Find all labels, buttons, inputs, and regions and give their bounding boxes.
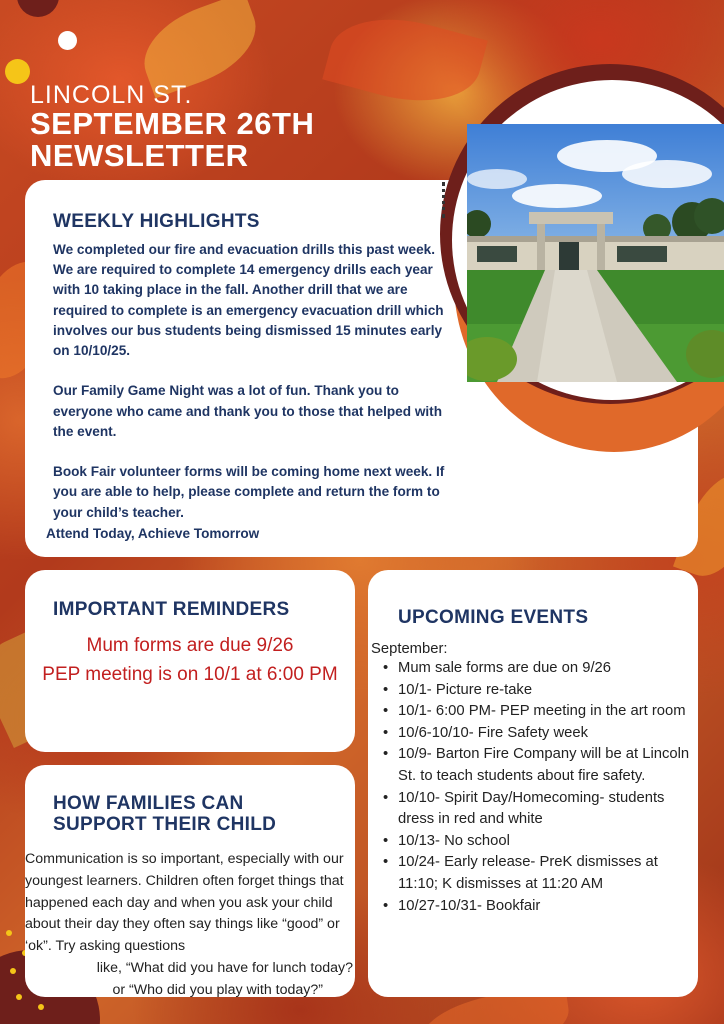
yellow-dot-decoration — [38, 1004, 44, 1010]
family-support-card — [25, 765, 355, 997]
maroon-circle-decoration — [17, 0, 59, 17]
events-month-label: September: — [371, 641, 448, 657]
weekly-highlights-heading: WEEKLY HIGHLIGHTS — [53, 211, 260, 232]
school-building-photo — [467, 124, 724, 382]
reminder-item: PEP meeting is on 10/1 at 6:00 PM — [42, 664, 338, 685]
school-motto: Attend Today, Achieve Tomorrow — [46, 526, 260, 541]
event-item: • 10/6-10/10- Fire Safety week — [380, 723, 690, 745]
yellow-dot-decoration — [5, 59, 30, 84]
important-reminders-heading: IMPORTANT REMINDERS — [53, 599, 290, 620]
upcoming-events-card — [368, 570, 698, 997]
event-item: • 10/13- No school — [380, 831, 690, 853]
family-support-heading-line1: HOW FAMILIES CAN — [53, 793, 244, 814]
dotted-line-decoration — [442, 182, 450, 218]
family-support-example-2: or “Who did you play with today?” — [112, 981, 323, 998]
event-item: • 10/24- Early release- PreK dismisses at 11:10; K dismisses at 11:20 AM — [380, 852, 690, 895]
event-item: • 10/1- 6:00 PM- PEP meeting in the art room — [380, 701, 690, 723]
family-support-paragraph: Communication is so important, especially with our youngest learners. Children often forget things that happened each day and when you ask your child about their day they often say things like “good” or ‘ok”. Try asking questions — [25, 851, 344, 955]
school-name: LINCOLN ST. — [30, 81, 193, 109]
leaf-decoration — [322, 2, 488, 118]
white-dot-decoration — [58, 31, 77, 50]
family-support-text — [25, 849, 355, 1002]
yellow-dot-decoration — [16, 994, 22, 1000]
family-support-example-1: like, “What did you have for lunch today? — [96, 959, 353, 976]
event-item: • Mum sale forms are due on 9/26 — [380, 658, 690, 680]
yellow-dot-decoration — [6, 930, 12, 936]
reminder-item: Mum forms are due 9/26 — [86, 635, 294, 656]
highlights-paragraph: Our Family Game Night was a lot of fun. Thank you to everyone who came and thank you to those that helped with the event. — [53, 383, 442, 439]
title-date: SEPTEMBER 26TH — [30, 106, 315, 141]
event-item: • 10/1- Picture re-take — [380, 680, 690, 702]
events-list — [380, 658, 690, 917]
highlights-paragraph: We completed our fire and evacuation drills this past week. We are required to complete 14 emergency drills each year with 10 taking place in the fall. Another drill that we are required to complete is an emergency evacuation drill which involves our bus students being dismissed 15 minutes early on 10/10/25. — [53, 242, 444, 359]
event-item: • 10/9- Barton Fire Company will be at Lincoln St. to teach students about fire safety. — [380, 744, 690, 787]
upcoming-events-heading: UPCOMING EVENTS — [398, 607, 589, 628]
weekly-highlights-body — [53, 240, 453, 523]
event-item: • 10/27-10/31- Bookfair — [380, 896, 690, 918]
event-item: • 10/10- Spirit Day/Homecoming- students dress in red and white — [380, 788, 690, 831]
highlights-paragraph: Book Fair volunteer forms will be coming home next week. If you are able to help, please complete and return the form to your child’s teacher. — [53, 464, 445, 520]
family-support-heading — [53, 793, 276, 835]
title-newsletter: NEWSLETTER — [30, 138, 249, 173]
yellow-dot-decoration — [10, 968, 16, 974]
important-reminders-card — [25, 570, 355, 752]
newsletter-title — [30, 82, 314, 172]
family-support-heading-line2: SUPPORT THEIR CHILD — [53, 814, 277, 835]
